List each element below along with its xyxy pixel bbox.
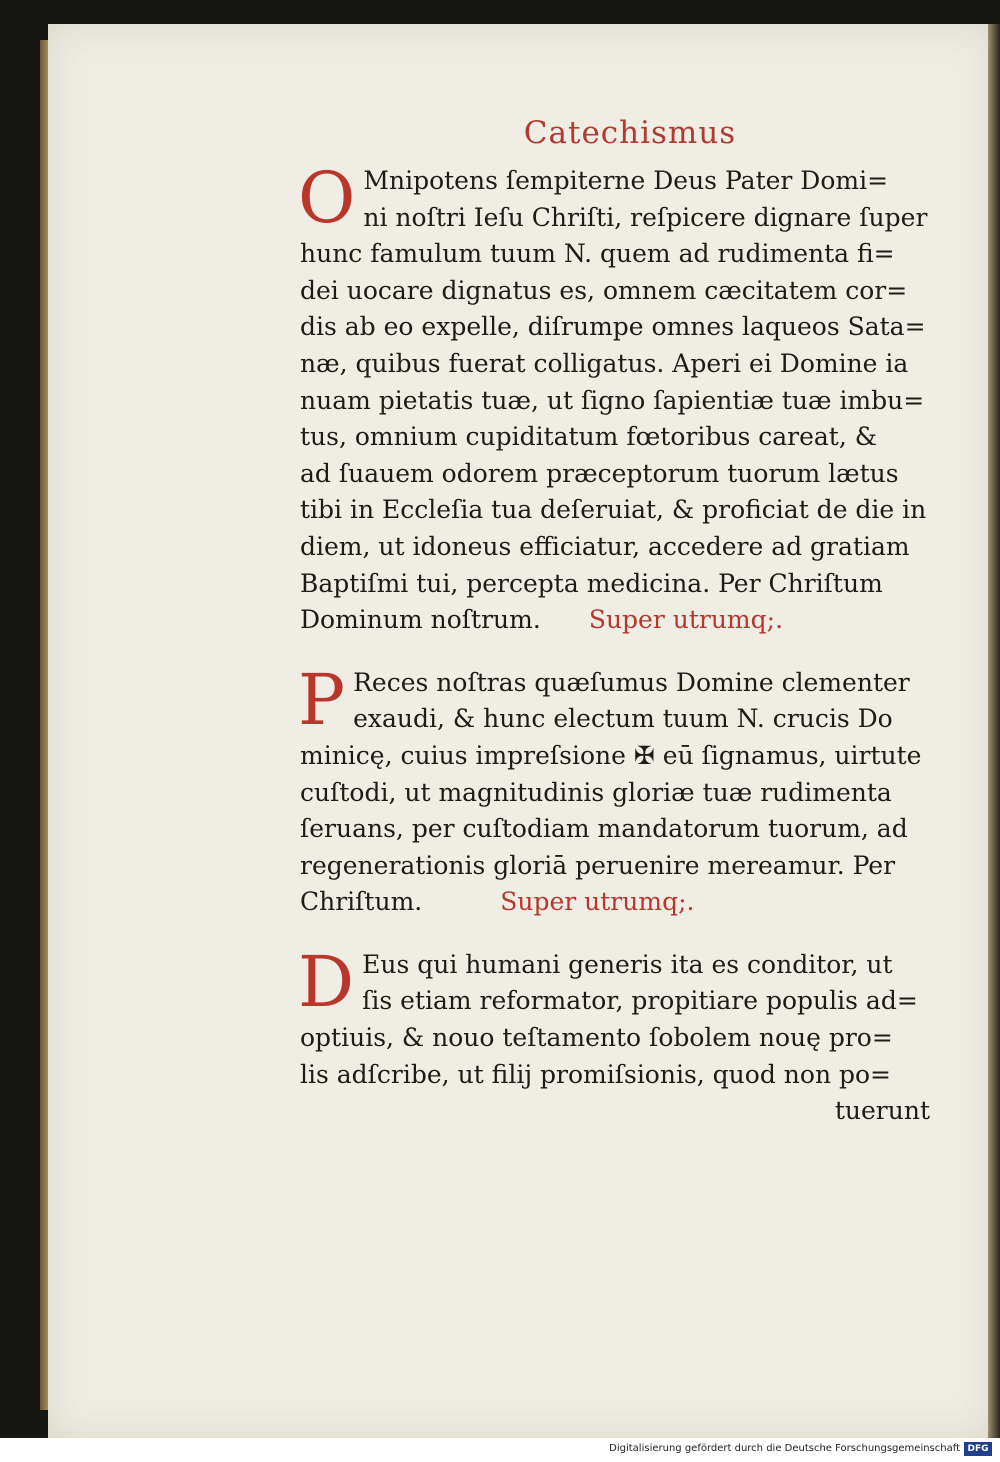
text-line: Mnipotens ſempiterne Deus Pater Domi= <box>363 166 889 195</box>
text-line: næ, quibus fuerat colligatus. Aperi ei Domine ia <box>300 348 909 378</box>
text-line-last <box>300 602 930 639</box>
text-line: nuam pietatis tuæ, ut ſigno ſapientiæ tuæ imbu= <box>300 385 925 415</box>
text-line: ſis etiam reformator, propitiare populis ad= <box>362 986 918 1016</box>
text-line: regenerationis gloriā peruenire mereamur. Per <box>300 850 896 880</box>
text-line: Baptiſmi tui, percepta medicina. Per Chriſtum <box>300 568 883 598</box>
text-line: ni noſtri Ieſu Chriſti, reſpicere dignare ſuper <box>363 202 928 232</box>
closing-text: Dominum noſtrum. <box>300 605 541 635</box>
text-line: dei uocare dignatus es, omnem cæcitatem cor= <box>300 275 908 305</box>
page-right-edge <box>988 24 1000 1438</box>
text-line-last <box>300 884 930 921</box>
closing-text: Chriſtum. <box>300 887 423 917</box>
text-line: lis adſcribe, ut filij promiſsionis, quod non po= <box>300 1059 891 1089</box>
drop-cap-initial: O <box>298 157 356 239</box>
text-block <box>300 115 930 1130</box>
paragraph-3 <box>298 940 930 1130</box>
paragraph-1 <box>298 157 930 639</box>
page-heading: Catechismus <box>523 115 737 151</box>
text-line: cuſtodi, ut magnitudinis gloriæ tuæ rudimenta <box>300 777 892 807</box>
text-line: diem, ut idoneus efficiatur, accedere ad gratiam <box>300 531 910 561</box>
rubric-note: Super utrumq;. <box>588 605 784 635</box>
text-line: Eus qui humani generis ita es conditor, ut <box>362 949 893 979</box>
text-line: optiuis, & nouo teſtamento ſobolem nouę pro= <box>300 1023 893 1053</box>
text-line: exaudi, & hunc electum tuum N. crucis Do <box>353 704 893 734</box>
text-line: ad ſuauem odorem præceptorum tuorum lætus <box>300 458 899 488</box>
paragraph-2 <box>298 658 930 921</box>
catchword: tuerunt <box>834 1096 930 1126</box>
drop-cap-initial: D <box>298 940 355 1023</box>
text-line: minicę, cuius impreſsione ✠ eū ſignamus, uirtute <box>300 740 922 770</box>
drop-cap-initial: P <box>298 658 346 741</box>
text-line: tus, omnium cupiditatum fœtoribus careat, & <box>300 422 877 452</box>
text-line: hunc famulum tuum N. quem ad rudimenta fi= <box>300 239 895 269</box>
rubric-note: Super utrumq;. <box>500 887 695 917</box>
text-line: dis ab eo expelle, diſrumpe omnes laqueos Sata= <box>300 312 926 342</box>
text-line: ſeruans, per cuſtodiam mandatorum tuorum, ad <box>300 814 908 844</box>
text-line: Reces noſtras quæſumus Domine clementer <box>353 667 910 697</box>
text-line: tibi in Eccleſia tua deſeruiat, & proficiat de die in <box>300 495 927 525</box>
footer-bar <box>0 1438 1000 1462</box>
footer-credit: Digitalisierung gefördert durch die Deutsche Forschungsgemeinschaft <box>609 1443 960 1454</box>
dfg-logo: DFG <box>964 1442 992 1456</box>
